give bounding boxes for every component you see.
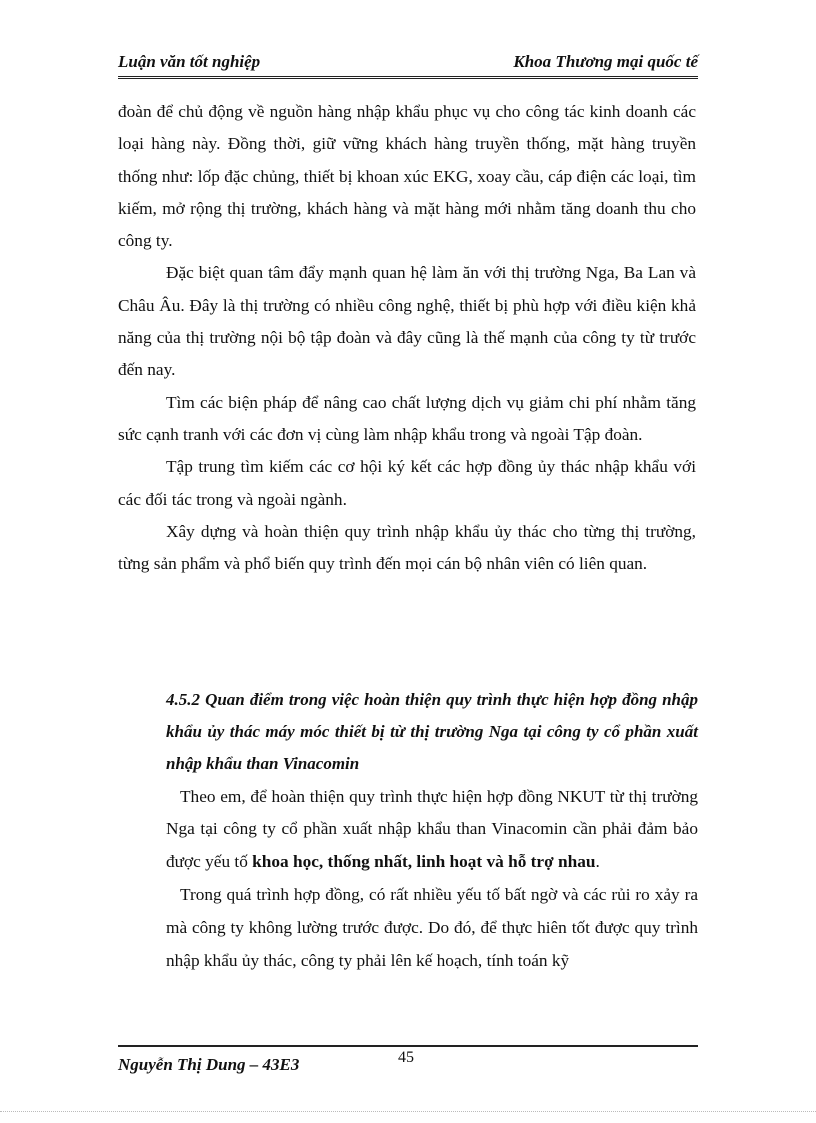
body-text (118, 96, 696, 580)
section-4-5-2 (166, 684, 698, 977)
header-faculty: Khoa Thương mại quốc tế (513, 52, 698, 71)
paragraph-4: Tập trung tìm kiếm các cơ hội ký kết các hợp đồng ủy thác nhập khẩu với các đối tác trong và ngoài ngành. (118, 457, 696, 509)
paragraph-1: đoàn để chủ động về nguồn hàng nhập khẩu phục vụ cho công tác kinh doanh các loại hàng này. Đồng thời, giữ vững khách hàng truyền thống, mặt hàng truyền thống như: lốp đặc chủng, thiết bị khoan xúc EKG, xoay cầu, cáp điện các loại, tìm kiếm, mở rộng thị trường, khách hàng và mặt hàng mới nhằm tăng doanh thu cho công ty. (118, 102, 696, 251)
page-number: 45 (398, 1049, 414, 1066)
section-paragraph-1-end: . (595, 852, 600, 872)
paragraph-3: Tìm các biện pháp để nâng cao chất lượng dịch vụ giảm chi phí nhằm tăng sức cạnh tranh với các đơn vị cùng làm nhập khẩu trong và ngoài Tập đoàn. (118, 392, 696, 444)
section-heading: 4.5.2 Quan điểm trong việc hoàn thiện quy trình thực hiện hợp đồng nhập khẩu ủy thác máy móc thiết bị từ thị trường Nga tại công ty cổ phần xuất nhập khẩu than Vinacomin (166, 690, 698, 774)
header-thesis-title: Luận văn tốt nghiệp (118, 52, 261, 71)
page-header (118, 50, 698, 79)
section-paragraph-2: Trong quá trình hợp đồng, có rất nhiều yếu tố bất ngờ và các rủi ro xảy ra mà công ty không lường trước được. Do đó, để thực hiên tốt được quy trình nhập khẩu ủy thác, công ty phải lên kế hoạch, tính toán kỹ (166, 885, 698, 970)
section-paragraph-1 (166, 781, 698, 879)
page-footer (118, 1045, 698, 1077)
paragraph-2: Đặc biệt quan tâm đẩy mạnh quan hệ làm ăn với thị trường Nga, Ba Lan và Châu Âu. Đây là thị trường có nhiều công nghệ, thiết bị phù hợp với điều kiện khả năng của thị trường nội bộ tập đoàn và đây cũng là thế mạnh của công ty từ trước đến nay. (118, 263, 696, 380)
section-paragraph-1-bold: khoa học, thống nhất, linh hoạt và hỗ trợ nhau (252, 852, 596, 872)
footer-author: Nguyễn Thị Dung – 43E3 (118, 1055, 300, 1074)
section-paragraph-1-text: Theo em, để hoàn thiện quy trình thực hiện hợp đồng NKUT từ thị trường Nga tại công ty cổ phần xuất nhập khẩu than Vinacomin cần phải đảm bảo được yếu tố (166, 786, 698, 872)
paragraph-5: Xây dựng và hoàn thiện quy trình nhập khẩu ủy thác cho từng thị trường, từng sản phẩm và phổ biến quy trình đến mọi cán bộ nhân viên có liên quan. (118, 521, 696, 574)
page-bottom-edge (0, 1111, 816, 1112)
